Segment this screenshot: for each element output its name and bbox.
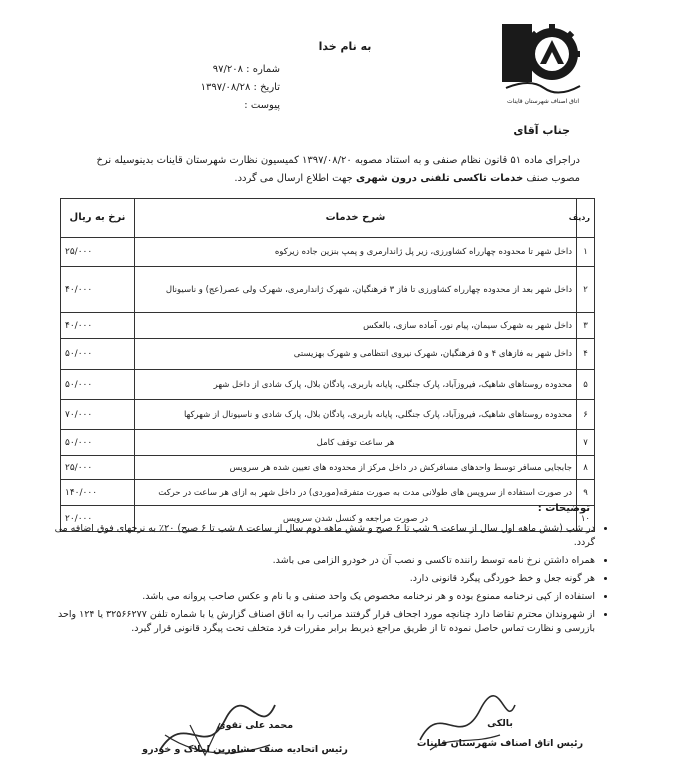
row-number: ۱	[577, 238, 595, 267]
row-price: ۵۰/۰۰۰	[61, 370, 135, 400]
table-row	[61, 430, 595, 456]
intro-suffix: جهت اطلاع ارسال می گردد.	[234, 173, 353, 184]
number-value: ۹۷/۲۰۸	[212, 64, 243, 75]
row-number: ۱۰	[577, 506, 595, 532]
date-value: ۱۳۹۷/۰۸/۲۸	[200, 82, 251, 93]
list-item: • همراه داشتن نرخ نامه توسط راننده تاکسی و نصب آن در خودرو الزامی می باشد.	[40, 554, 595, 568]
intro-prefix: مصوب صنف	[526, 173, 580, 184]
notes-list	[40, 522, 609, 640]
attachment-label: پیوست :	[244, 100, 280, 111]
number-label: شماره :	[246, 64, 280, 75]
row-description: در صورت مراجعه و کنسل شدن سرویس	[135, 506, 577, 532]
date-label: تاریخ :	[253, 82, 280, 93]
row-price: ۵۰/۰۰۰	[61, 339, 135, 370]
table-row	[61, 313, 595, 339]
document-heading: به نام خدا	[318, 40, 372, 53]
guild-chamber-logo	[500, 22, 586, 110]
table-row	[61, 238, 595, 267]
header-row-number: ردیف	[577, 199, 595, 238]
row-number: ۳	[577, 313, 595, 339]
row-price: ۴۰/۰۰۰	[61, 267, 135, 313]
row-number: ۴	[577, 339, 595, 370]
row-number: ۵	[577, 370, 595, 400]
letter-attachment	[160, 100, 280, 111]
letter-date	[160, 82, 280, 93]
row-price: ۲۰/۰۰۰	[61, 506, 135, 532]
row-description: داخل شهر بعد از محدوده چهارراه کشاورزی تا فاز ۳ فرهنگیان، شهرک ژاندارمری، شهرک ولی عصر(عج) و ناسیونال	[135, 267, 577, 313]
intro-line-2	[20, 172, 580, 186]
row-price: ۲۵/۰۰۰	[61, 456, 135, 480]
row-price: ۵۰/۰۰۰	[61, 430, 135, 456]
left-signature-scrawl	[150, 695, 280, 770]
salutation: جناب آقای	[513, 124, 570, 137]
row-description: جابجایی مسافر توسط واحدهای مسافرکش در داخل مرکز از محدوده های تعیین شده هر سرویس	[135, 456, 577, 480]
table-row	[61, 400, 595, 430]
row-price: ۱۴۰/۰۰۰	[61, 480, 135, 506]
table-row	[61, 456, 595, 480]
tariff-table	[60, 198, 595, 532]
row-price: ۷۰/۰۰۰	[61, 400, 135, 430]
table-row	[61, 480, 595, 506]
list-item: • هر گونه جعل و خط خوردگی پیگرد قانونی دارد.	[40, 572, 595, 586]
letter-number	[160, 64, 280, 75]
table-row	[61, 267, 595, 313]
row-description: داخل شهر تا محدوده چهارراه کشاورزی، زیر پل ژاندارمری و پمپ بنزین جاده زیرکوه	[135, 238, 577, 267]
table-row	[61, 339, 595, 370]
table-header-row	[61, 199, 595, 238]
table-row	[61, 370, 595, 400]
row-description: داخل شهر به فازهای ۴ و ۵ فرهنگیان، شهرک نیروی انتظامی و شهرک بهزیستی	[135, 339, 577, 370]
list-item: • استفاده از کپی نرخنامه ممنوع بوده و هر نرخنامه مخصوص یک واحد صنفی و با نام و عکس صاحب پروانه می باشد.	[40, 590, 595, 604]
right-signatory-name: بالکی	[487, 718, 513, 729]
notes-title: توضیحات :	[537, 503, 590, 514]
right-signatory-title: رئیس اتاق اصناف شهرستان قاینات	[416, 738, 584, 749]
row-description: هر ساعت توقف کامل	[135, 430, 577, 456]
row-description: محدوده روستاهای شاهیک، فیروزآباد، پارک جنگلی، پایانه باربری، پادگان بلال، پارک شادی و ناسیونال از شهرکها	[135, 400, 577, 430]
left-signatory-name: محمد علی تقوی	[216, 720, 294, 731]
logo-caption: اتاق اصناف شهرستان قاینات	[507, 98, 579, 105]
row-number: ۲	[577, 267, 595, 313]
row-price: ۲۵/۰۰۰	[61, 238, 135, 267]
gear-emblem-icon	[500, 22, 586, 110]
intro-service-name: خدمات تاکسی تلفنی درون شهری	[355, 173, 524, 184]
row-number: ۸	[577, 456, 595, 480]
row-number: ۶	[577, 400, 595, 430]
left-signatory-title: رئیس اتحادیه صنف مشاورین املاک و خودرو	[142, 744, 348, 755]
list-item: • در شب (شش ماهه اول سال از ساعت ۹ شب تا ۶ صبح و شش ماهه دوم سال از ساعت ۸ شب تا ۶ صبح) ۲۰٪ به نرخهای فوق اضافه می گردد.	[40, 522, 595, 550]
intro-line-1: دراجرای ماده ۵۱ قانون نظام صنفی و به استناد مصوبه ۱۳۹۷/۰۸/۲۰ کمیسیون نظارت شهرستان قاینات بدینوسیله نرخ	[96, 155, 580, 166]
row-price: ۴۰/۰۰۰	[61, 313, 135, 339]
row-number: ۷	[577, 430, 595, 456]
row-description: در صورت استفاده از سرویس های طولانی مدت به صورت متفرقه(موردی) در داخل شهر به ازای هر ساعت در حرکت	[135, 480, 577, 506]
row-number: ۹	[577, 480, 595, 506]
header-description: شرح خدمات	[135, 199, 577, 238]
list-item: • از شهروندان محترم تقاضا دارد چنانچه مورد اجحاف قرار گرفتند مراتب را به اتاق اصناف گزارش یا با شماره تلفن ۳۲۵۶۶۲۷۷ یا ۱۲۴ واحد بازرسی و نظارت تماس حاصل نموده تا از طریق مراجع ذیربط برابر مقررات فرد متخلف تحت پیگرد قانونی قرار گیرد.	[40, 608, 595, 636]
header-price: نرخ به ریال	[61, 199, 135, 238]
row-description: داخل شهر به شهرک سیمان، پیام نور، آماده سازی، بالعکس	[135, 313, 577, 339]
row-description: محدوده روستاهای شاهیک، فیروزآباد، پارک جنگلی، پایانه باربری، پادگان بلال، پارک شادی از داخل شهر	[135, 370, 577, 400]
